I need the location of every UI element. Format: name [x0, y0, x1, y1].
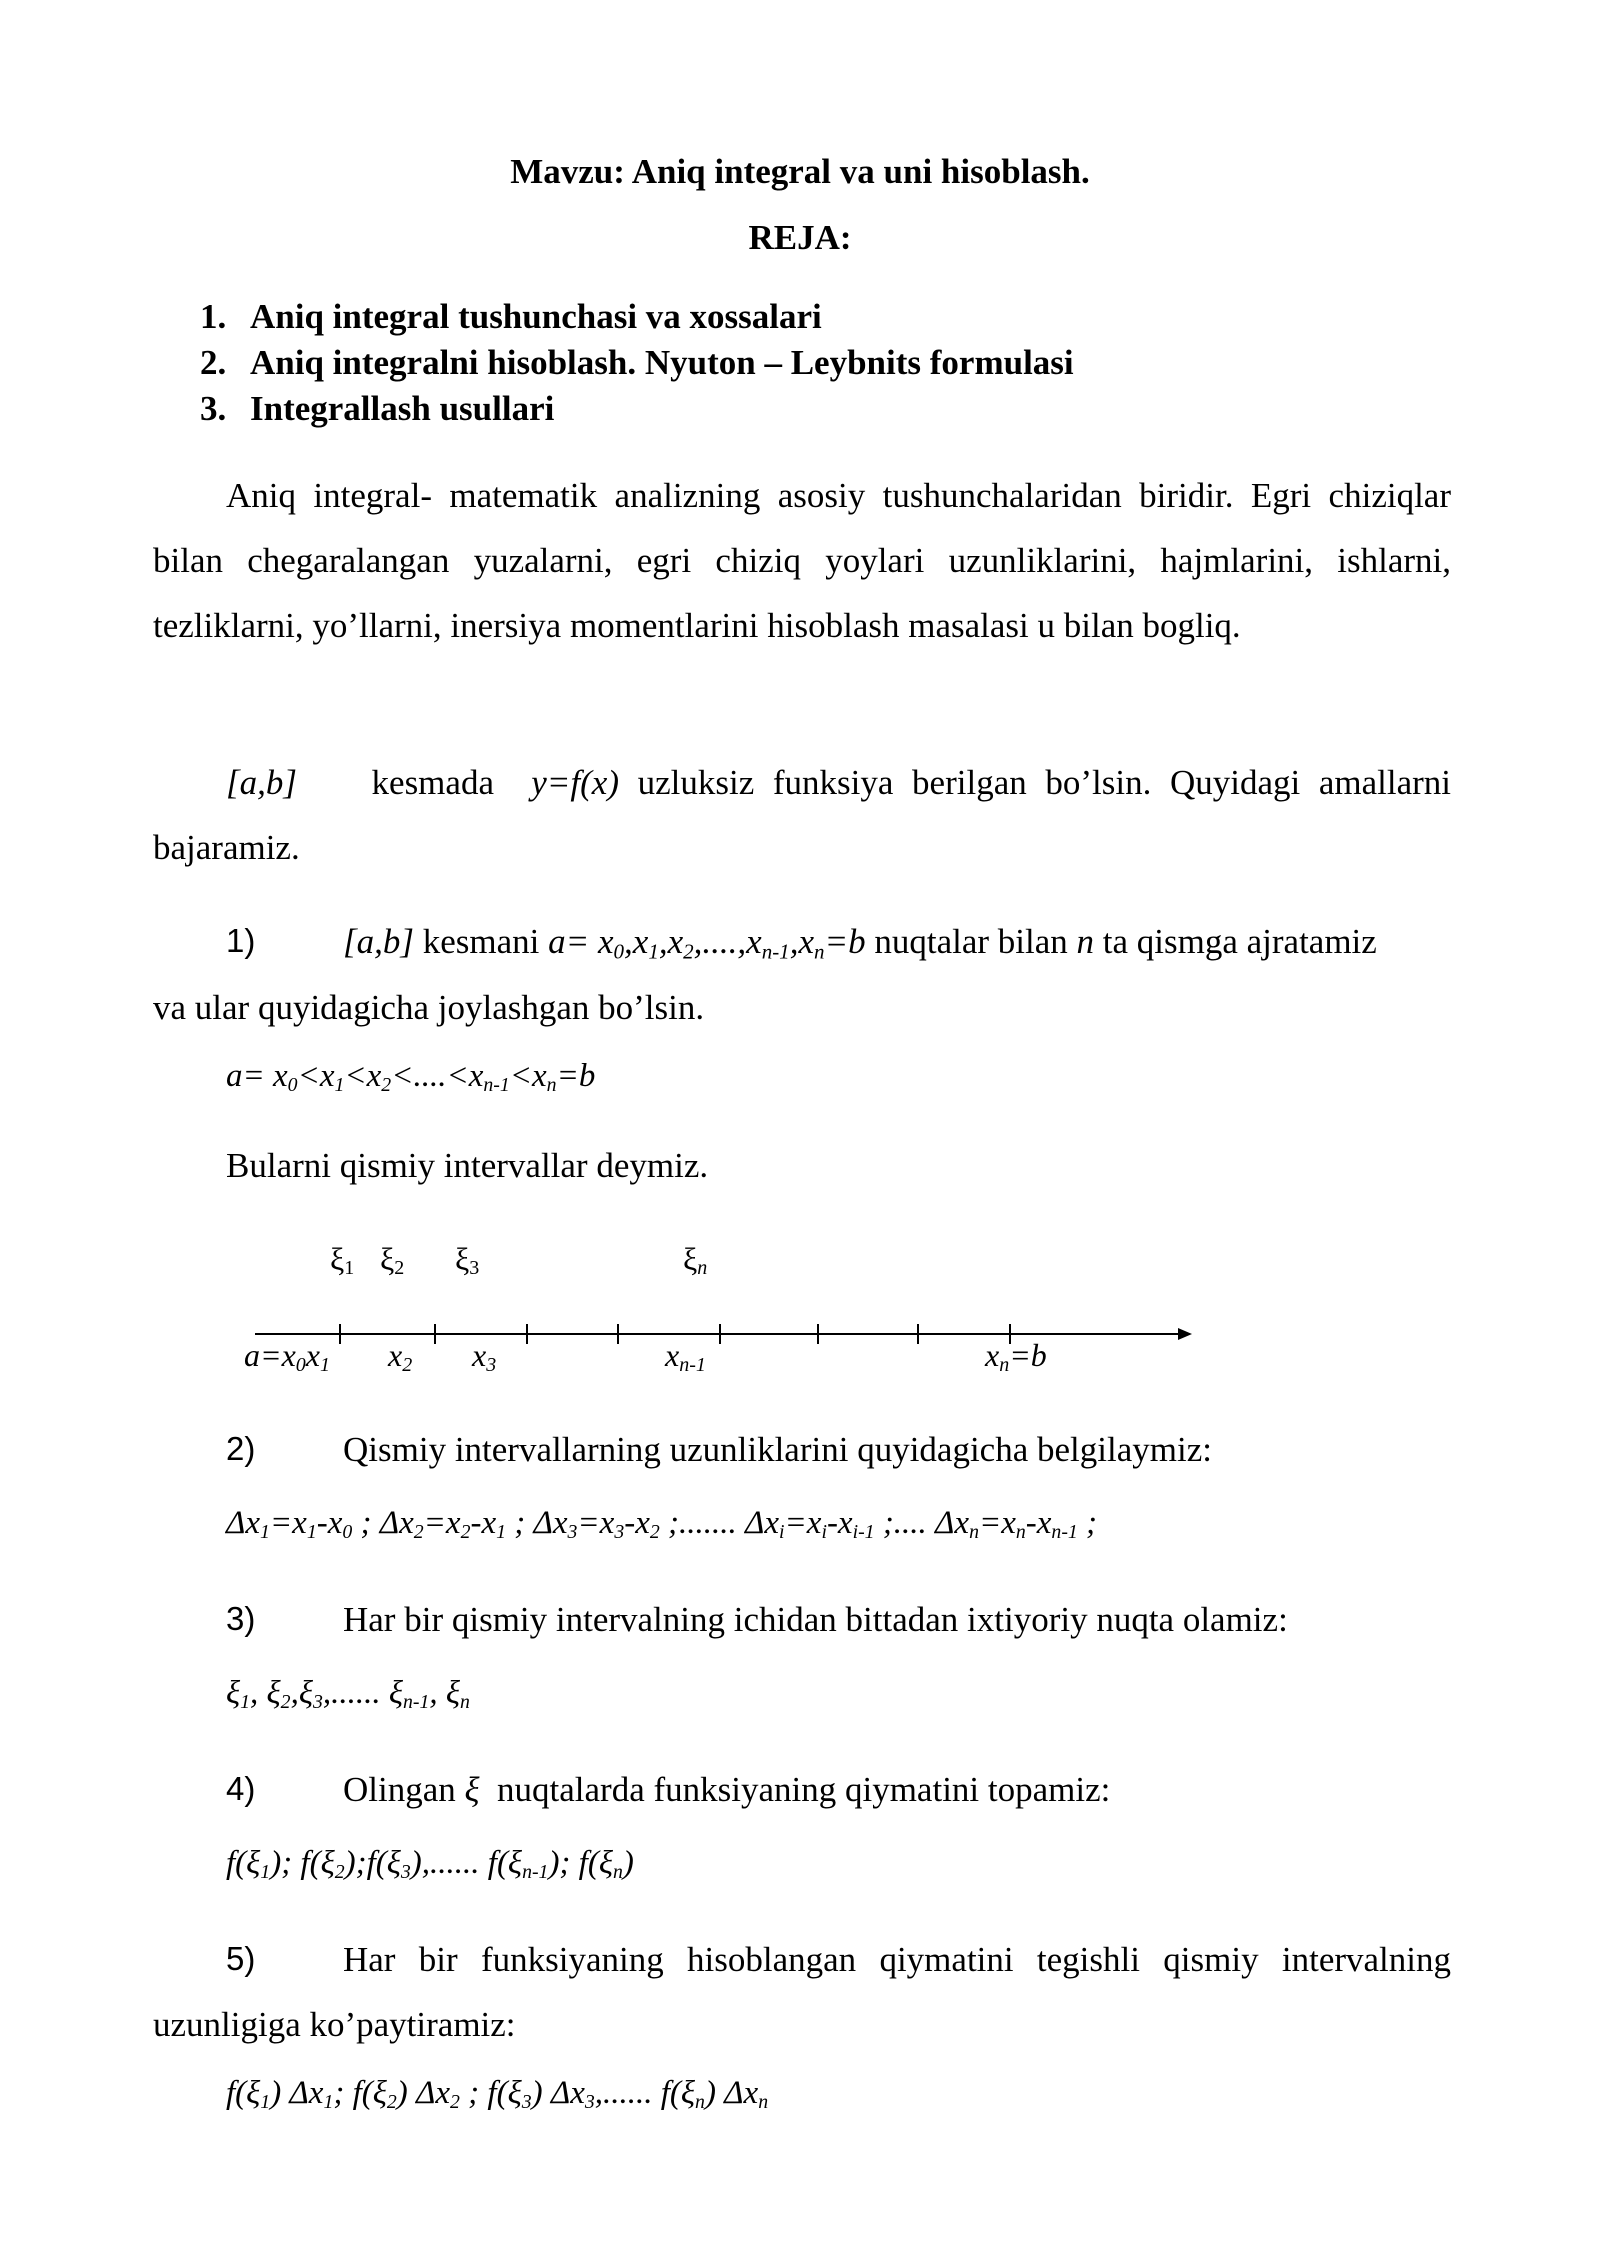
- step-1-continuation: va ular quyidagicha joylashgan bo’lsin.: [153, 988, 705, 1027]
- setup-paragraph: [a,b] kesmada y=f(x) uzluksiz funksiya berilgan bo’lsin. Quyidagi amallarni bajaramiz.: [153, 763, 1452, 867]
- xi-n-label: ξn: [683, 1241, 708, 1279]
- document-title: Mavzu: Aniq integral va uni hisoblash.: [510, 152, 1090, 191]
- step-4-text: Olingan ξ nuqtalarda funksiyaning qiymatini topamiz:: [343, 1770, 1111, 1809]
- xi-points-formula: $\xi_1$, $\xi_2,\xi_3$,...... $\xi_{n-1}$, $\xi_n$: [226, 1675, 470, 1713]
- intro-paragraph: Aniq integral- matematik analizning asosiy tushunchalaridan biridir. Egri chiziqlar bilan chegaralangan yuzalarni, egri chiziq yoylari uzunliklarini, hajmlarini, ishlarni, tezliklarni, yo’llarni, inersiya momentlarini hisoblash masalasi u bilan bogliq.: [153, 476, 1451, 645]
- x-label-xn-1: xn-1: [665, 1337, 706, 1376]
- x-label-x2: x2: [388, 1337, 413, 1376]
- delta-x-formula: $\Delta x_1=x_1-x_0$ ; $\Delta x_2=x_2-x_1$ ; $\Delta x_3=x_3-x_2$ ;....... $\Delta x_i=x_i-x_{i-1}$ ;.... $\Delta x_n=x_n-x_{n-1}$ ;: [226, 1505, 1098, 1543]
- step-1-text: [a,b] kesmani $a= x_0,x_1,x_2,....,x_{n-1},x_n=b$ nuqtalar bilan n ta qismga ajratamiz: [343, 922, 1377, 964]
- plan-item: 1. Aniq integral tushunchasi va xossalari: [200, 297, 822, 336]
- xi-3-label: ξ3: [455, 1241, 480, 1279]
- plan-list: [200, 294, 1074, 432]
- step-number: 4): [226, 1770, 256, 1807]
- step-5-continuation: uzunligiga ko’paytiramiz:: [153, 2005, 516, 2044]
- plan-heading: REJA:: [748, 218, 852, 257]
- x-label-a-x0-x1: a=x0x1: [244, 1337, 330, 1376]
- step-number: 1): [226, 922, 256, 959]
- axis-arrow: [1178, 1328, 1192, 1340]
- step-3-text: Har bir qismiy intervalning ichidan bittadan ixtiyoriy nuqta olamiz:: [343, 1600, 1288, 1639]
- partition-label: Bularni qismiy intervallar deymiz.: [226, 1146, 709, 1185]
- plan-item: 3. Integrallash usullari: [200, 389, 555, 428]
- partition-number-line-diagram: [0, 1230, 1600, 1380]
- x-label-x3: x3: [472, 1337, 497, 1376]
- xi-2-label: ξ2: [380, 1241, 405, 1279]
- plan-item: 2. Aniq integralni hisoblash. Nyuton – Leybnits formulasi: [200, 343, 1074, 382]
- function-values-formula: $f(\xi_1)$; $f(\xi_2);f(\xi_3)$,...... $f(\xi_{n-1})$; $f(\xi_n)$: [226, 1845, 634, 1883]
- step-2-text: Qismiy intervallarning uzunliklarini quyidagicha belgilaymiz:: [343, 1430, 1212, 1469]
- step-5-text: Har bir funksiyaning hisoblangan qiymatini tegishli qismiy intervalning: [343, 1940, 1451, 1979]
- step-number: 2): [226, 1430, 256, 1467]
- partition-order-formula: $a= x_0<x_1<x_2<....<x_{n-1}<x_n=b$: [226, 1058, 596, 1096]
- step-number: 5): [226, 1940, 256, 1977]
- x-label-xn-b: xn=b: [985, 1337, 1047, 1376]
- step-number: 3): [226, 1600, 256, 1637]
- products-formula: $f(\xi_1)$ $\Delta x_1$; $f(\xi_2)$ $\Delta x_2$ ; $f(\xi_3)$ $\Delta x_3$,...... $f(\xi_n)$ $\Delta x_n$: [226, 2075, 769, 2113]
- xi-1-label: ξ1: [330, 1241, 355, 1279]
